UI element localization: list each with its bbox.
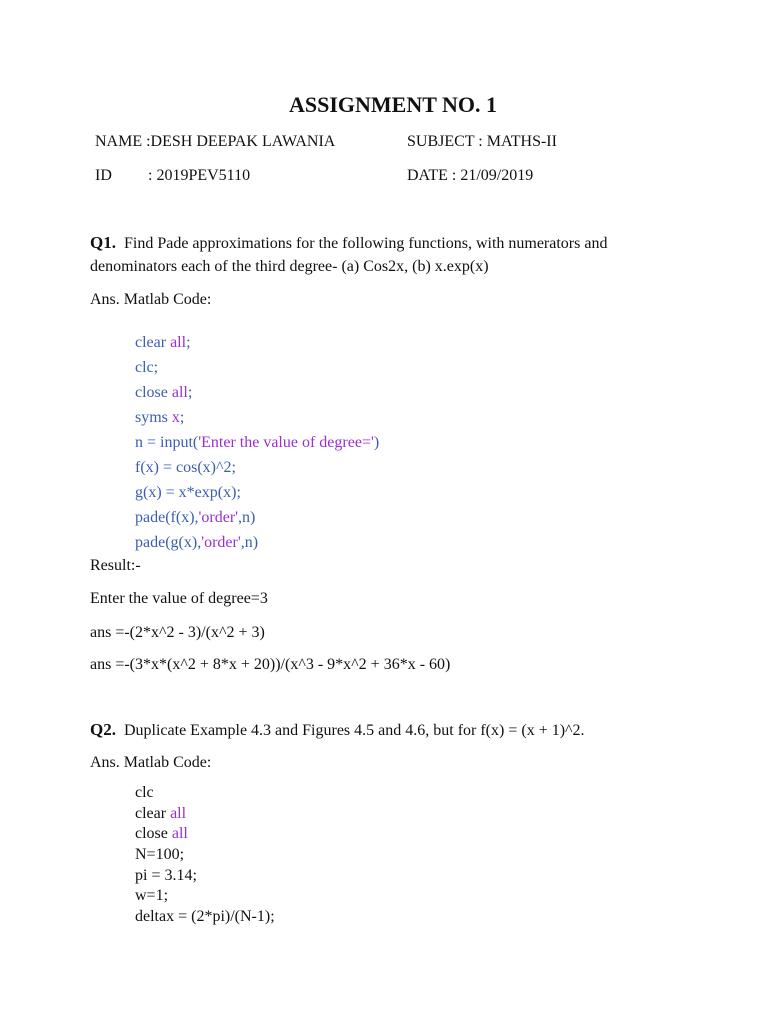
page-title: ASSIGNMENT NO. 1: [288, 92, 498, 117]
result-line: ans =-(3*x*(x^2 + 8*x + 20))/(x^3 - 9*x^2 + 36*x - 60): [90, 656, 451, 673]
code-line: close all;: [135, 384, 193, 401]
id-label: ID: [95, 167, 112, 184]
q1-question: [90, 231, 607, 278]
code-line: deltax = (2*pi)/(N-1);: [135, 908, 275, 926]
code-line: clear all: [135, 804, 187, 822]
code-line: pade(g(x),'order',n): [135, 534, 259, 551]
q2-question: [90, 718, 585, 742]
q2-text: Duplicate Example 4.3 and Figures 4.5 and 4.6, but for f(x) = (x + 1)^2.: [123, 722, 585, 739]
code-line: g(x) = x*exp(x);: [135, 484, 241, 501]
code-line: close all: [135, 825, 188, 843]
subject: SUBJECT : MATHS-II: [407, 133, 557, 150]
q1-text-line1: Find Pade approximations for the following functions, with numerators and: [123, 235, 608, 252]
q2-answer-label: Ans. Matlab Code:: [90, 754, 212, 771]
code-line: f(x) = cos(x)^2;: [135, 459, 236, 476]
q1-code-block: [135, 330, 379, 555]
code-line: clear all;: [135, 334, 191, 351]
code-line: n = input('Enter the value of degree='): [135, 434, 380, 451]
result-label: Result:-: [90, 557, 141, 574]
student-name: NAME :DESH DEEPAK LAWANIA: [95, 133, 336, 150]
code-line: pi = 3.14;: [135, 866, 197, 884]
q1-label: Q1.: [90, 233, 116, 252]
result-line: ans =-(2*x^2 - 3)/(x^2 + 3): [90, 624, 265, 641]
result-line: Enter the value of degree=3: [90, 590, 268, 607]
code-line: clc: [135, 784, 154, 801]
id-value: : 2019PEV5110: [148, 167, 251, 184]
code-line: w=1;: [135, 887, 169, 905]
code-line: clc;: [135, 359, 159, 376]
q1-answer-label: Ans. Matlab Code:: [90, 291, 212, 308]
q1-text-line2: denominators each of the third degree- (a) Cos2x, (b) x.exp(x): [90, 258, 489, 275]
code-line: N=100;: [135, 846, 185, 864]
date: DATE : 21/09/2019: [407, 167, 534, 184]
code-line: syms x;: [135, 409, 185, 426]
code-line: pade(f(x),'order',n): [135, 509, 256, 526]
q2-code-block: [135, 783, 275, 928]
q2-label: Q2.: [90, 720, 116, 739]
